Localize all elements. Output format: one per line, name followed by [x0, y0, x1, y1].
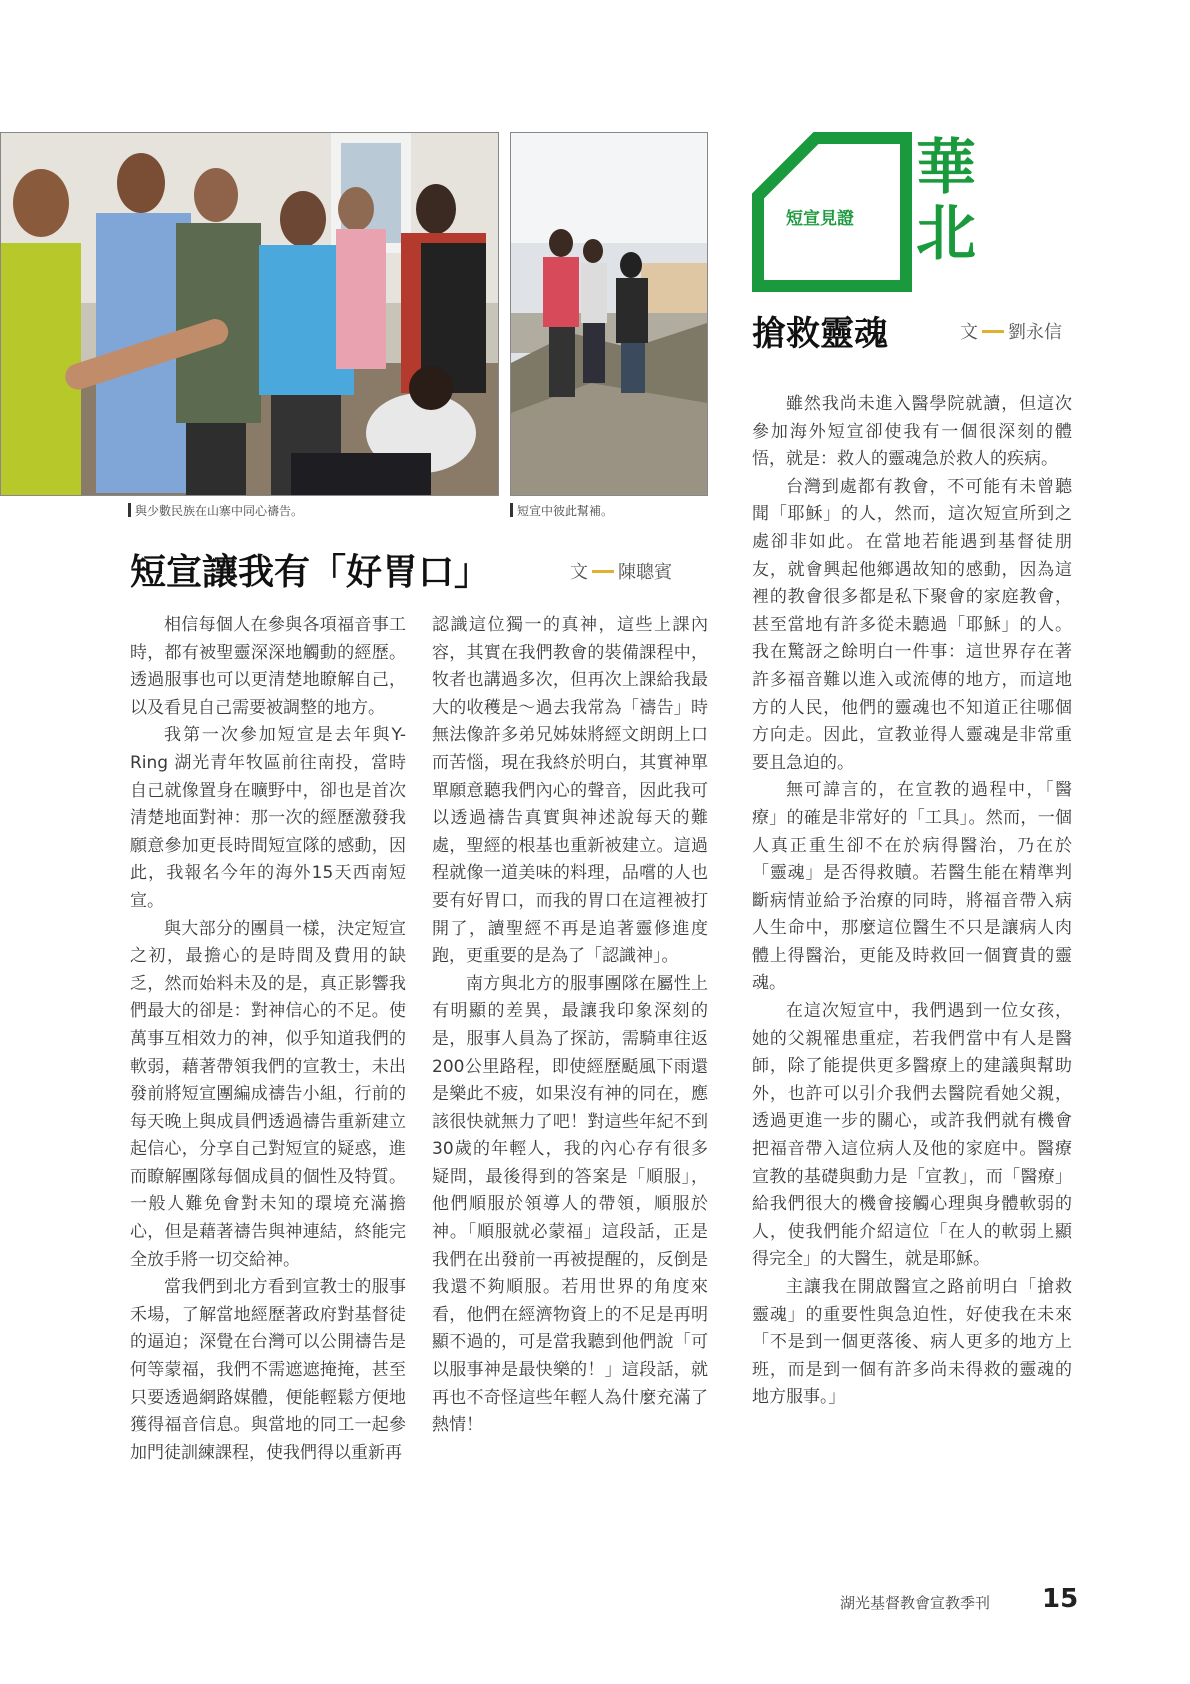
photo-group-prayer-image — [1, 133, 498, 495]
article1-byline — [570, 558, 672, 584]
article2-column — [752, 391, 1072, 1412]
article2-paragraph: 雖然我尚未進入醫學院就讀，但這次參加海外短宣卻使我有一個很深刻的體悟，就是：救人的靈魂急於救人的疾病。 — [752, 394, 1072, 470]
article1-paragraph: 我第一次參加短宣是去年與Y-Ring 湖光青年牧區前往南投，當時自己就像置身在曠野中，卻也是首次清楚地面對神：那一次的經歷激發我願意參加更長時間短宣隊的感動，因此，我報名今年的海外15天西南短宣。 — [130, 725, 406, 911]
article1-author: 陳聰賓 — [618, 562, 672, 583]
photo-caption-right: 短宣中彼此幫補。 — [510, 502, 613, 519]
region-char-1: 華 — [916, 133, 976, 203]
article2-paragraph: 台灣到處都有教會，不可能有未曾聽聞「耶穌」的人，然而，這次短宣所到之處卻非如此。在當地若能遇到基督徒朋友，就會興起他鄉遇故知的感動，因為這裡的教會很多都是私下聚會的家庭教會，甚至當地有許多從未聽過「耶穌」的人。我在驚訝之餘明白一件事：這世界存在著許多福音難以進入或流傳的地方，而這地方的人民，他們的靈魂也不知道正往哪個方向走。因此，宣教並得人靈魂是非常重要且急迫的。 — [752, 476, 1072, 773]
byline-dash — [592, 570, 614, 573]
photo-group-prayer — [0, 132, 499, 496]
photo-hiking-helping-image — [511, 133, 707, 495]
article2-paragraph: 主讓我在開啟醫宣之路前明白「搶救靈魂」的重要性與急迫性，好使我在未來「不是到一個更落後、病人更多的地方上班，而是到一個有許多尚未得救的靈魂的地方服事。」 — [752, 1277, 1072, 1408]
badge-label: 短宣見證 — [786, 209, 854, 229]
article2-author: 劉永信 — [1008, 322, 1062, 343]
region-char-2: 北 — [916, 199, 976, 269]
article1-paragraph: 相信每個人在參與各項福音事工時，都有被聖靈深深地觸動的經歷。透過服事也可以更清楚地瞭解自己，以及看見自己需要被調整的地方。 — [130, 615, 406, 718]
article2-title: 搶救靈魂 — [752, 314, 888, 354]
article1-column-1 — [130, 612, 406, 1467]
photo-hiking-helping — [510, 132, 708, 496]
article2-paragraph: 在這次短宣中，我們遇到一位女孩，她的父親罹患重症，若我們當中有人是醫師，除了能提供更多醫療上的建議與幫助外，也許可以引介我們去醫院看她父親，透過更進一步的關心，或許我們就有機會把福音帶入這位病人及他的家庭中。醫療宣教的基礎與動力是「宣教」，而「醫療」給我們很大的機會接觸心理與身體軟弱的人，使我們能介紹這位「在人的軟弱上顯得完全」的大醫生，就是耶穌。 — [752, 1001, 1072, 1270]
article1-byline-prefix: 文 — [570, 562, 588, 583]
section-badge — [752, 132, 912, 292]
article2-byline — [960, 318, 1062, 344]
publication-name: 湖光基督教會宣教季刊 — [840, 1594, 991, 1612]
article1-column-2 — [432, 612, 708, 1440]
article1-title: 短宣讓我有「好胃口」 — [130, 552, 491, 593]
article2-byline-prefix: 文 — [960, 322, 978, 343]
article2-paragraph: 無可諱言的，在宣教的過程中，「醫療」的確是非常好的「工具」。然而，一個人真正重生卻不在於病得醫治，乃在於「靈魂」是否得救贖。若醫生能在精準判斷病情並給予治療的同時，將福音帶入病人生命中，那麼這位醫生不只是讓病人肉體上得醫治，更能及時救回一個寶貴的靈魂。 — [752, 780, 1072, 994]
article1-paragraph: 與大部分的團員一樣，決定短宣之初，最擔心的是時間及費用的缺乏，然而始料未及的是，真正影響我們最大的卻是：對神信心的不足。使萬事互相效力的神，似乎知道我們的軟弱，藉著帶領我們的宣教士，未出發前將短宣團編成禱告小組，行前的每天晚上與成員們透過禱告重新建立起信心，分享自己對短宣的疑惑，進而瞭解團隊每個成員的個性及特質。一般人難免會對未知的環境充滿擔心，但是藉著禱告與神連結，終能完全放手將一切交給神。 — [130, 918, 406, 1270]
photo-caption-left: 與少數民族在山寨中同心禱告。 — [128, 502, 303, 519]
page-number: 15 — [1042, 1584, 1079, 1614]
byline-dash — [982, 330, 1004, 333]
article1-paragraph: 當我們到北方看到宣教士的服事禾場，了解當地經歷著政府對基督徒的逼迫；深覺在台灣可以公開禱告是何等蒙福，我們不需遮遮掩掩，甚至只要透過網路媒體，便能輕鬆方便地獲得福音信息。與當地的同工一起參加門徒訓練課程，使我們得以重新再 — [130, 1277, 406, 1463]
article1-paragraph: 南方與北方的服事團隊在屬性上有明顯的差異，最讓我印象深刻的是，服事人員為了探訪，需騎車往返200公里路程，即使經歷颳風下雨還是樂此不疲，如果沒有神的同在，應該很快就無力了吧！對這些年紀不到30歲的年輕人，我的內心存有很多疑問，最後得到的答案是「順服」，他們順服於領導人的帶領，順服於神。「順服就必蒙福」這段話，正是我們在出發前一再被提醒的，反倒是我還不夠順服。若用世界的角度來看，他們在經濟物資上的不足是再明顯不過的，可是當我聽到他們說「可以服事神是最快樂的！」這段話，就再也不奇怪這些年輕人為什麼充滿了熱情！ — [432, 973, 708, 1436]
article1-paragraph-continued: 認識這位獨一的真神，這些上課內容，其實在我們教會的裝備課程中，牧者也講過多次，但再次上課給我最大的收穫是～過去我常為「禱告」時無法像許多弟兄姊妹將經文朗朗上口而苦惱，現在我終於明白，其實神單單願意聽我們內心的聲音，因此我可以透過禱告真實與神述說每天的難處，聖經的根基也重新被建立。這過程就像一道美味的料理，品嚐的人也要有好胃口，而我的胃口在這裡被打開了，讀聖經不再是追著靈修進度跑，更重要的是為了「認識神」。 — [432, 615, 708, 967]
